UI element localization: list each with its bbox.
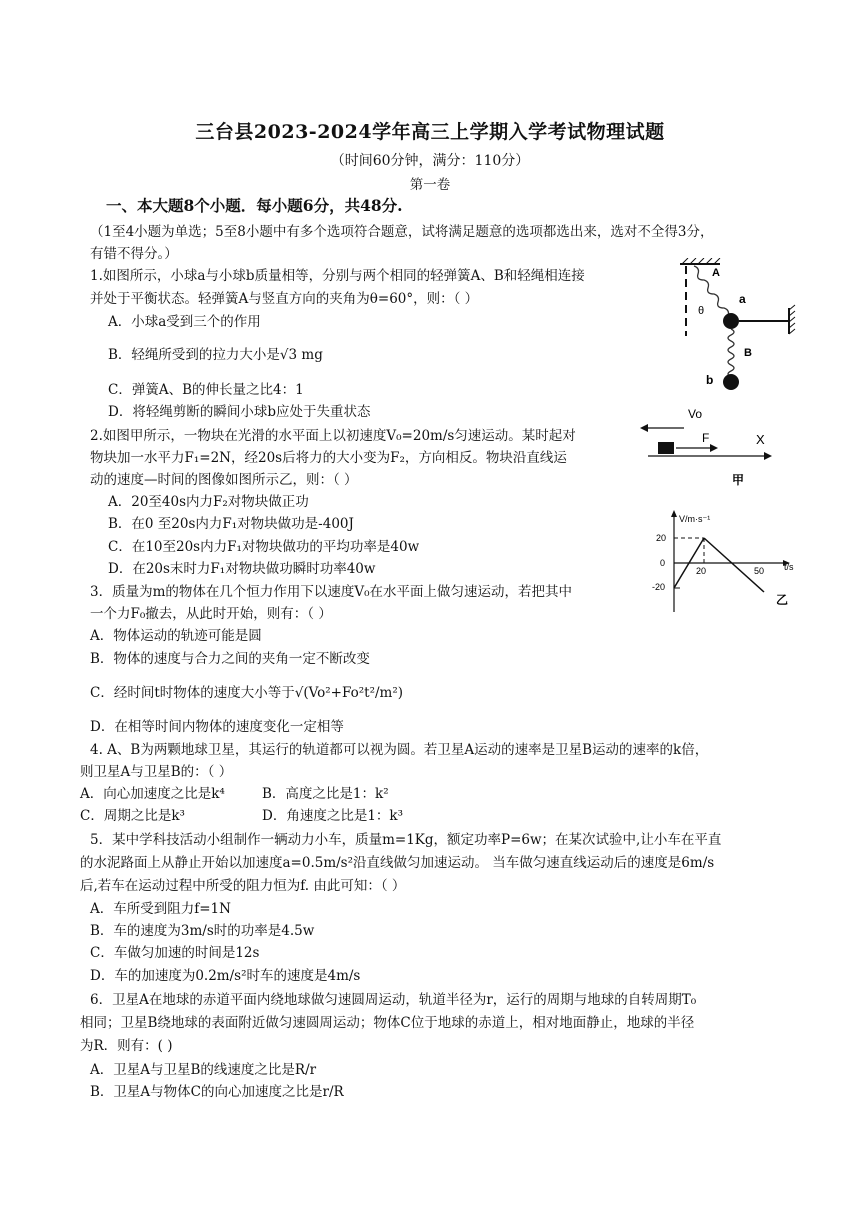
q3-option-c: C．经时间t时物体的速度大小等于√(Vo²+Fo²t²/m²) <box>90 685 404 701</box>
q1-option-d: D．将轻绳剪断的瞬间小球b应处于失重状态 <box>108 404 371 420</box>
q1-stem-2: 并处于平衡状态。轻弹簧A与竖直方向的夹角为θ=60°，则：（ ） <box>90 291 479 307</box>
q4-option-b: B．高度之比是1：k² <box>262 786 389 802</box>
q4-stem-1: 4. A、B为两颗地球卫星，其运行的轨道都可以视为圆。若卫星A运动的速率是卫星B运动的速率的k倍， <box>90 742 709 758</box>
fig-yi-ylabel: V/m·s⁻¹ <box>679 514 711 524</box>
block <box>658 442 674 454</box>
q6-stem-1: 6．卫星A在地球的赤道平面内绕地球做匀速圆周运动，轨道半径为r，运行的周期与地球的自转周期T₀ <box>90 992 697 1008</box>
fig-yi-ytick-20: 20 <box>656 533 667 543</box>
q3-option-b: B．物体的速度与合力之间的夹角一定不断改变 <box>90 651 370 667</box>
q1-figure <box>668 258 808 396</box>
q1-option-b: B．轻绳所受到的拉力大小是√3 mg <box>108 347 323 363</box>
fig-caption-jia: 甲 <box>732 473 745 487</box>
q4-stem-2: 则卫星A与卫星B的：（ ） <box>80 764 233 780</box>
q4-option-c: C．周期之比是k³ <box>80 808 185 824</box>
q2-stem-2: 物块加一水平力F₁=2N，经20s后将力的大小变为F₂，方向相反。物块沿直线运 <box>90 450 567 466</box>
fig-label-ball-b: b <box>706 373 714 387</box>
q5-stem-2: 的水泥路面上从静止开始以加速度a=0.5m/s²沿直线做匀加速运动。 当车做匀速直线运动后的速度是6m/s <box>80 855 715 871</box>
fig-label-v0: Vo <box>688 407 703 421</box>
fig-yi-ytick-0: 0 <box>660 558 666 568</box>
q5-option-c: C．车做匀加速的时间是12s <box>90 945 260 961</box>
q5-option-d: D．车的加速度为0.2m/s²时车的速度是4m/s <box>90 968 361 984</box>
q2-figure-jia <box>636 402 796 494</box>
q3-option-a: A．物体运动的轨迹可能是圆 <box>90 628 262 644</box>
q2-figure-yi <box>646 508 806 618</box>
fig-yi-xtick-50: 50 <box>754 566 765 576</box>
fig-label-ball-a: a <box>739 292 746 306</box>
exam-subtitle: （时间60分钟，满分：110分） <box>330 153 530 169</box>
q6-option-b: B．卫星A与物体C的向心加速度之比是r/R <box>90 1084 344 1100</box>
q1-option-c: C．弹簧A、B的伸长量之比4：1 <box>108 382 304 398</box>
fig-yi-ytick-neg20: -20 <box>652 582 666 592</box>
q2-stem-3: 动的速度—时间的图像如图所示乙，则：（ ） <box>90 472 358 488</box>
ball-b <box>723 374 739 390</box>
q5-stem-3: 后,若车在运动过程中所受的阻力恒为f. 由此可知：（ ） <box>80 878 406 894</box>
volume-label: 第一卷 <box>409 177 451 193</box>
q6-stem-3: 为R．则有：( ) <box>80 1038 173 1054</box>
q5-stem-1: 5．某中学科技活动小组制作一辆动力小车，质量m=1Kg，额定功率P=6w；在某次试验中,让小车在平直 <box>90 832 722 848</box>
ball-a <box>723 313 739 329</box>
q1-stem-1: 1.如图所示，小球a与小球b质量相等，分别与两个相同的轻弹簧A、B和轻绳相连接 <box>90 268 585 284</box>
section-heading: 一、本大题8个小题．每小题6分，共48分. <box>106 196 403 215</box>
fig-yi-line-down <box>704 538 764 592</box>
q3-stem-1: 3．质量为m的物体在几个恒力作用下以速度V₀在水平面上做匀速运动，若把其中 <box>90 584 573 600</box>
fig-label-x: X <box>756 432 765 447</box>
q2-option-b: B．在0 至20s内力F₁对物块做功是-400J <box>108 516 354 532</box>
q2-option-a: A．20至40s内力F₂对物块做正功 <box>108 494 309 510</box>
q3-stem-2: 一个力F₀撤去，从此时开始，则有：（ ） <box>90 606 332 622</box>
section-instructions-1: （1至4小题为单选；5至8小题中有多个选项符合题意，试将满足题意的选项都选出来，选对不全得3分， <box>90 224 714 240</box>
q5-option-a: A．车所受到阻力f=1N <box>90 901 231 917</box>
exam-title: 三台县2023-2024学年高三上学期入学考试物理试题 <box>195 121 665 143</box>
fig-label-f: F <box>702 431 710 445</box>
q6-stem-2: 相同；卫星B绕地球的表面附近做匀速圆周运动；物体C位于地球的赤道上，相对地面静止，地球的半径 <box>80 1015 695 1031</box>
q5-option-b: B．车的速度为3m/s时的功率是4.5w <box>90 923 315 939</box>
q1-option-a: A．小球a受到三个的作用 <box>108 314 261 330</box>
fig-label-spring-b: B <box>744 347 752 359</box>
fig-label-theta: θ <box>698 305 705 317</box>
q4-option-d: D．角速度之比是1：k³ <box>262 808 404 824</box>
fig-caption-yi: 乙 <box>776 593 789 607</box>
fig-yi-xlabel: t/s <box>784 562 794 572</box>
q2-stem-1: 2.如图甲所示，一物块在光滑的水平面上以初速度V₀=20m/s匀速运动。某时起对 <box>90 428 576 444</box>
fig-label-spring-a: A <box>712 267 720 279</box>
fig-yi-xtick-20: 20 <box>696 566 707 576</box>
q2-option-c: C．在10至20s内力F₁对物块做功的平均功率是40w <box>108 539 420 555</box>
q6-option-a: A．卫星A与卫星B的线速度之比是R/r <box>90 1062 317 1078</box>
q4-option-a: A．向心加速度之比是k⁴ <box>80 786 225 802</box>
q3-option-d: D．在相等时间内物体的速度变化一定相等 <box>90 719 344 735</box>
section-instructions-2: 有错不得分。） <box>90 246 178 262</box>
q2-option-d: D．在20s末时力F₁对物块做功瞬时功率40w <box>108 561 376 577</box>
